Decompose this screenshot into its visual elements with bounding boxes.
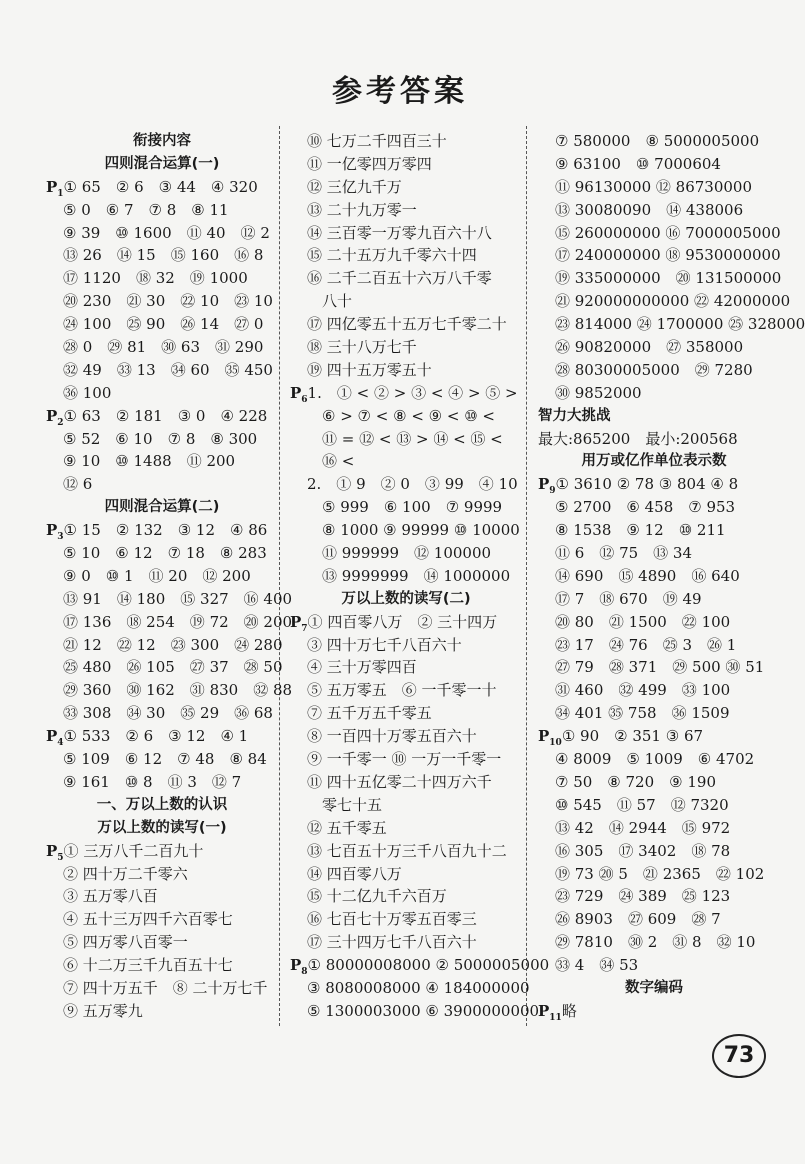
answer-line: ⑲ 73 ⑳ 5 ㉑ 2365 ㉒ 102	[555, 864, 765, 883]
answer-line: ⑪ 999999 ⑫ 100000	[322, 544, 492, 563]
answer-line: ⑲ 四十五万零五十	[307, 360, 432, 379]
answer-line: ⑰ 136 ⑱ 254 ⑲ 72 ⑳ 200	[63, 612, 293, 631]
answer-line: ㉘ 0 ㉙ 81 ㉚ 63 ㉛ 290	[63, 338, 264, 357]
answer-line	[46, 840, 278, 863]
column-divider	[279, 126, 280, 1026]
page-label	[538, 1000, 562, 1030]
answer-line: ⑬ 30080090 ⑭ 438006	[555, 200, 744, 219]
answer-line: ㉛ 460 ㉜ 499 ㉝ 100	[555, 681, 731, 700]
answer-line: ③ 五万零八百	[63, 887, 158, 906]
page-label	[290, 382, 308, 412]
answer-line: ③ 四十万七千八百六十	[307, 635, 462, 654]
answer-text: ① 80000008000 ② 5000005000	[307, 956, 550, 975]
answer-line: ㉚ 9852000	[555, 383, 642, 402]
answer-line: ㉑ 12 ㉒ 12 ㉓ 300 ㉔ 280	[63, 635, 283, 654]
answer-line: ⑰ 四亿零五十五万七千零二十	[307, 315, 507, 334]
answer-line: ② 四十万二千零六	[63, 864, 188, 883]
answer-line: 八十	[322, 292, 353, 311]
answer-line: ⑪ 一亿零四万零四	[307, 154, 432, 173]
page-label-letter: P	[290, 383, 302, 402]
answer-line	[538, 1000, 770, 1023]
answer-text: ① 65 ② 6 ③ 44 ④ 320	[63, 177, 258, 196]
answer-line: ③ 8080008000 ④ 184000000	[307, 978, 530, 997]
page-label	[46, 405, 64, 435]
answer-line: ⑤ 1300003000 ⑥ 3900000000	[307, 1001, 540, 1020]
answer-line: ⑨ 161 ⑩ 8 ⑪ 3 ⑫ 7	[63, 772, 242, 791]
section-heading: 四则混合运算(一)	[104, 155, 220, 172]
page-label-letter: P	[46, 841, 58, 860]
answer-line: ㉗ 79 ㉘ 371 ㉙ 500 ㉚ 51	[555, 658, 765, 677]
page-label	[46, 519, 64, 549]
answer-line: ⑥ 十二万三千九百五十七	[63, 956, 233, 975]
page-label-number: 10	[549, 738, 562, 749]
page-number: 73	[712, 1034, 766, 1078]
answer-line	[538, 473, 770, 496]
answer-column-2	[290, 130, 550, 1023]
answer-line: ⑦ 50 ⑧ 720 ⑨ 190	[555, 772, 716, 791]
section-heading: 一、万以上数的认识	[96, 796, 228, 813]
page-label-letter: P	[538, 727, 550, 746]
answer-line: ⑤ 四万零八百零一	[63, 933, 188, 952]
answer-line: ④ 三十万零四百	[307, 658, 417, 677]
answer-line: ㉓ 729 ㉔ 389 ㉕ 123	[555, 887, 731, 906]
answer-line: 零七十五	[322, 795, 383, 814]
answer-text: ① 15 ② 132 ③ 12 ④ 86	[63, 521, 268, 540]
answer-line: ㊱ 100	[63, 383, 112, 402]
answer-line: ㉝ 308 ㉞ 30 ㉟ 29 ㊱ 68	[63, 704, 273, 723]
answer-line: ㉘ 80300005000 ㉙ 7280	[555, 360, 753, 379]
answer-line: ⑫ 五千零五	[307, 818, 387, 837]
answer-line: ⑩ 七万二千四百三十	[307, 132, 447, 150]
answer-line: ⑩ 545 ⑪ 57 ⑫ 7320	[555, 795, 729, 814]
answer-line: ⑰ 7 ⑱ 670 ⑲ 49	[555, 589, 702, 608]
answer-line: ⑧ 一百四十万零五百六十	[307, 727, 477, 746]
answer-line: ④ 五十三万四千六百零七	[63, 910, 233, 929]
page-label-letter: P	[46, 727, 58, 746]
section-heading: 万以上数的读写(二)	[341, 590, 471, 607]
column-divider	[526, 126, 527, 1026]
answer-line: ⑤ 五万零五 ⑥ 一千零一十	[307, 681, 497, 700]
answer-line: 最大:865200 最小:200568	[538, 429, 738, 448]
answer-line	[290, 611, 522, 634]
page-label-number: 5	[57, 852, 64, 863]
answer-line	[538, 725, 770, 748]
answer-line: ⑤ 52 ⑥ 10 ⑦ 8 ⑧ 300	[63, 429, 258, 448]
answer-line: ⑰ 1120 ⑱ 32 ⑲ 1000	[63, 269, 248, 288]
answer-line: ⑭ 690 ⑮ 4890 ⑯ 640	[555, 566, 740, 585]
answer-line: ⑪ 四十五亿零二十四万六千	[307, 772, 492, 791]
answer-line	[46, 725, 278, 748]
answer-line: ⑬ 二十九万零一	[307, 200, 417, 219]
page-label-number: 3	[57, 532, 64, 543]
answer-line: ⑳ 230 ㉑ 30 ㉒ 10 ㉓ 10	[63, 292, 273, 311]
section-heading: 用万或亿作单位表示数	[581, 453, 727, 470]
answer-line: ⑯ 二千二百五十六万八千零	[307, 269, 492, 288]
answer-line: ⑯ 305 ⑰ 3402 ⑱ 78	[555, 841, 731, 860]
page-label-number: 4	[57, 738, 64, 749]
answer-text: ① 63 ② 181 ③ 0 ④ 228	[63, 406, 268, 425]
answer-line: ④ 8009 ⑤ 1009 ⑥ 4702	[555, 750, 755, 769]
answer-line: ⑳ 80 ㉑ 1500 ㉒ 100	[555, 612, 731, 631]
page-label-number: 8	[301, 967, 308, 978]
page-label	[46, 176, 64, 206]
page-title: 参考答案	[332, 74, 468, 109]
answer-line: ⑦ 五千万五千零五	[307, 704, 432, 723]
answer-line: ⑦ 580000 ⑧ 5000005000	[555, 132, 760, 150]
answer-text: ① 533 ② 6 ③ 12 ④ 1	[63, 727, 249, 746]
answer-line: ⑤ 999 ⑥ 100 ⑦ 9999	[322, 498, 503, 517]
page-label-number: 1	[57, 188, 64, 199]
answer-line: ⑨ 63100 ⑩ 7000604	[555, 154, 721, 173]
answer-line: ⑲ 335000000 ⑳ 131500000	[555, 269, 782, 288]
answer-column-3	[538, 130, 805, 1023]
answer-line: ㉑ 920000000000 ㉒ 42000000	[555, 292, 791, 311]
page-label	[538, 473, 556, 503]
answer-line: ⑬ 42 ⑭ 2944 ⑮ 972	[555, 818, 731, 837]
page-label	[46, 725, 64, 755]
answer-line: ⑧ 1538 ⑨ 12 ⑩ 211	[555, 521, 726, 540]
page-label-letter: P	[46, 177, 58, 196]
answer-line: ⑮ 260000000 ⑯ 7000005000	[555, 223, 781, 242]
answer-line: ㉙ 360 ㉚ 162 ㉛ 830 ㉜ 88	[63, 681, 293, 700]
page-label	[290, 611, 308, 641]
answer-line: ⑯ 七百七十万零五百零三	[307, 910, 477, 929]
answer-text: 略	[561, 1001, 577, 1020]
answer-line: ⑰ 240000000 ⑱ 9530000000	[555, 246, 781, 265]
answer-line: ⑨ 五万零九	[63, 1001, 143, 1020]
answer-line	[46, 519, 278, 542]
answer-line: ⑫ 三亿九千万	[307, 177, 402, 196]
answer-line: ㉓ 17 ㉔ 76 ㉕ 3 ㉖ 1	[555, 635, 737, 654]
page-label-letter: P	[538, 475, 550, 494]
answer-line: ⑬ 26 ⑭ 15 ⑮ 160 ⑯ 8	[63, 246, 264, 265]
answer-line: ⑧ 1000 ⑨ 99999 ⑩ 10000	[322, 521, 520, 540]
page-label-letter: P	[46, 521, 58, 540]
answer-line	[46, 176, 278, 199]
section-heading: 四则混合运算(二)	[104, 499, 220, 516]
answer-line: ⑪ = ⑫ < ⑬ > ⑭ < ⑮ <	[322, 429, 503, 448]
answer-line: ㉕ 480 ㉖ 105 ㉗ 37 ㉘ 50	[63, 658, 283, 677]
answer-line: ⑤ 109 ⑥ 12 ⑦ 48 ⑧ 84	[63, 750, 267, 769]
answer-line: ㉖ 8903 ㉗ 609 ㉘ 7	[555, 910, 721, 929]
answer-line	[290, 954, 550, 978]
section-heading: 智力大挑战	[538, 407, 611, 424]
answer-line	[46, 405, 278, 428]
answer-line: ㉜ 49 ㉝ 13 ㉞ 60 ㉟ 450	[63, 360, 273, 379]
answer-line: ㉞ 401 ㉟ 758 ㊱ 1509	[555, 704, 730, 723]
answer-text: ① 90 ② 351 ③ 67	[561, 727, 704, 746]
page-label-number: 7	[301, 623, 308, 634]
answer-line: ⑯ <	[322, 452, 355, 471]
answer-text: 1. ① < ② > ③ < ④ > ⑤ >	[307, 383, 518, 402]
answer-line	[290, 382, 522, 405]
page-label-number: 2	[57, 417, 64, 428]
page-label-letter: P	[538, 1001, 550, 1020]
answer-line: ⑮ 十二亿九千六百万	[307, 887, 447, 906]
answer-line: ⑨ 0 ⑩ 1 ⑪ 20 ⑫ 200	[63, 566, 251, 585]
page-label-number: 11	[549, 1012, 562, 1023]
section-heading: 万以上数的读写(一)	[97, 819, 227, 836]
answer-line: ⑫ 6	[63, 475, 93, 494]
answer-text: ① 3610 ② 78 ③ 804 ④ 8	[555, 475, 739, 494]
answer-line: ㉓ 814000 ㉔ 1700000 ㉕ 328000	[555, 315, 805, 334]
answer-line: ⑤ 2700 ⑥ 458 ⑦ 953	[555, 498, 736, 517]
answer-line: ㉝ 4 ㉞ 53	[555, 956, 639, 975]
answer-line: ⑭ 四百零八万	[307, 864, 402, 883]
page-label-number: 9	[549, 486, 556, 497]
page-label-letter: P	[290, 612, 302, 631]
page-label	[290, 954, 308, 984]
answer-line: ⑤ 0 ⑥ 7 ⑦ 8 ⑧ 11	[63, 200, 229, 219]
answer-line: ⑤ 10 ⑥ 12 ⑦ 18 ⑧ 283	[63, 544, 267, 563]
answer-line: ㉖ 90820000 ㉗ 358000	[555, 338, 744, 357]
answer-line: ⑪ 6 ⑫ 75 ⑬ 34	[555, 544, 693, 563]
answer-line: ⑭ 三百零一万零九百六十八	[307, 223, 492, 242]
answer-text: ① 三万八千二百九十	[63, 841, 204, 860]
section-heading: 衔接内容	[133, 133, 191, 149]
page-label-number: 6	[301, 394, 308, 405]
page-label-letter: P	[46, 406, 58, 425]
answer-line: ⑱ 三十八万七千	[307, 338, 417, 357]
answer-line: ⑪ 96130000 ⑫ 86730000	[555, 177, 752, 196]
answer-line: ㉙ 7810 ㉚ 2 ㉛ 8 ㉜ 10	[555, 933, 756, 952]
answer-line: ⑰ 三十四万七千八百六十	[307, 933, 477, 952]
answer-line: ⑥ > ⑦ < ⑧ < ⑨ < ⑩ <	[322, 406, 495, 425]
answer-line: 2. ① 9 ② 0 ③ 99 ④ 10	[307, 475, 518, 494]
answer-line: ⑨ 10 ⑩ 1488 ⑪ 200	[63, 452, 236, 471]
answer-line: ⑬ 9999999 ⑭ 1000000	[322, 566, 511, 585]
answer-line: ⑬ 91 ⑭ 180 ⑮ 327 ⑯ 400	[63, 589, 293, 608]
answer-line: ㉔ 100 ㉕ 90 ㉖ 14 ㉗ 0	[63, 315, 264, 334]
page-label	[46, 840, 64, 870]
section-heading: 数字编码	[625, 979, 683, 996]
answer-column-1	[46, 130, 293, 1023]
answer-line: ⑦ 四十万五千 ⑧ 二十万七千	[63, 978, 268, 997]
answer-line: ⑬ 七百五十万三千八百九十二	[307, 841, 507, 860]
answer-text: ① 四百零八万 ② 三十四万	[307, 612, 498, 631]
page-label-letter: P	[290, 956, 302, 975]
answer-line: ⑮ 二十五万九千零六十四	[307, 246, 477, 265]
answer-line: ⑨ 39 ⑩ 1600 ⑪ 40 ⑫ 2	[63, 223, 270, 242]
answer-line: ⑨ 一千零一 ⑩ 一万一千零一	[307, 750, 502, 769]
